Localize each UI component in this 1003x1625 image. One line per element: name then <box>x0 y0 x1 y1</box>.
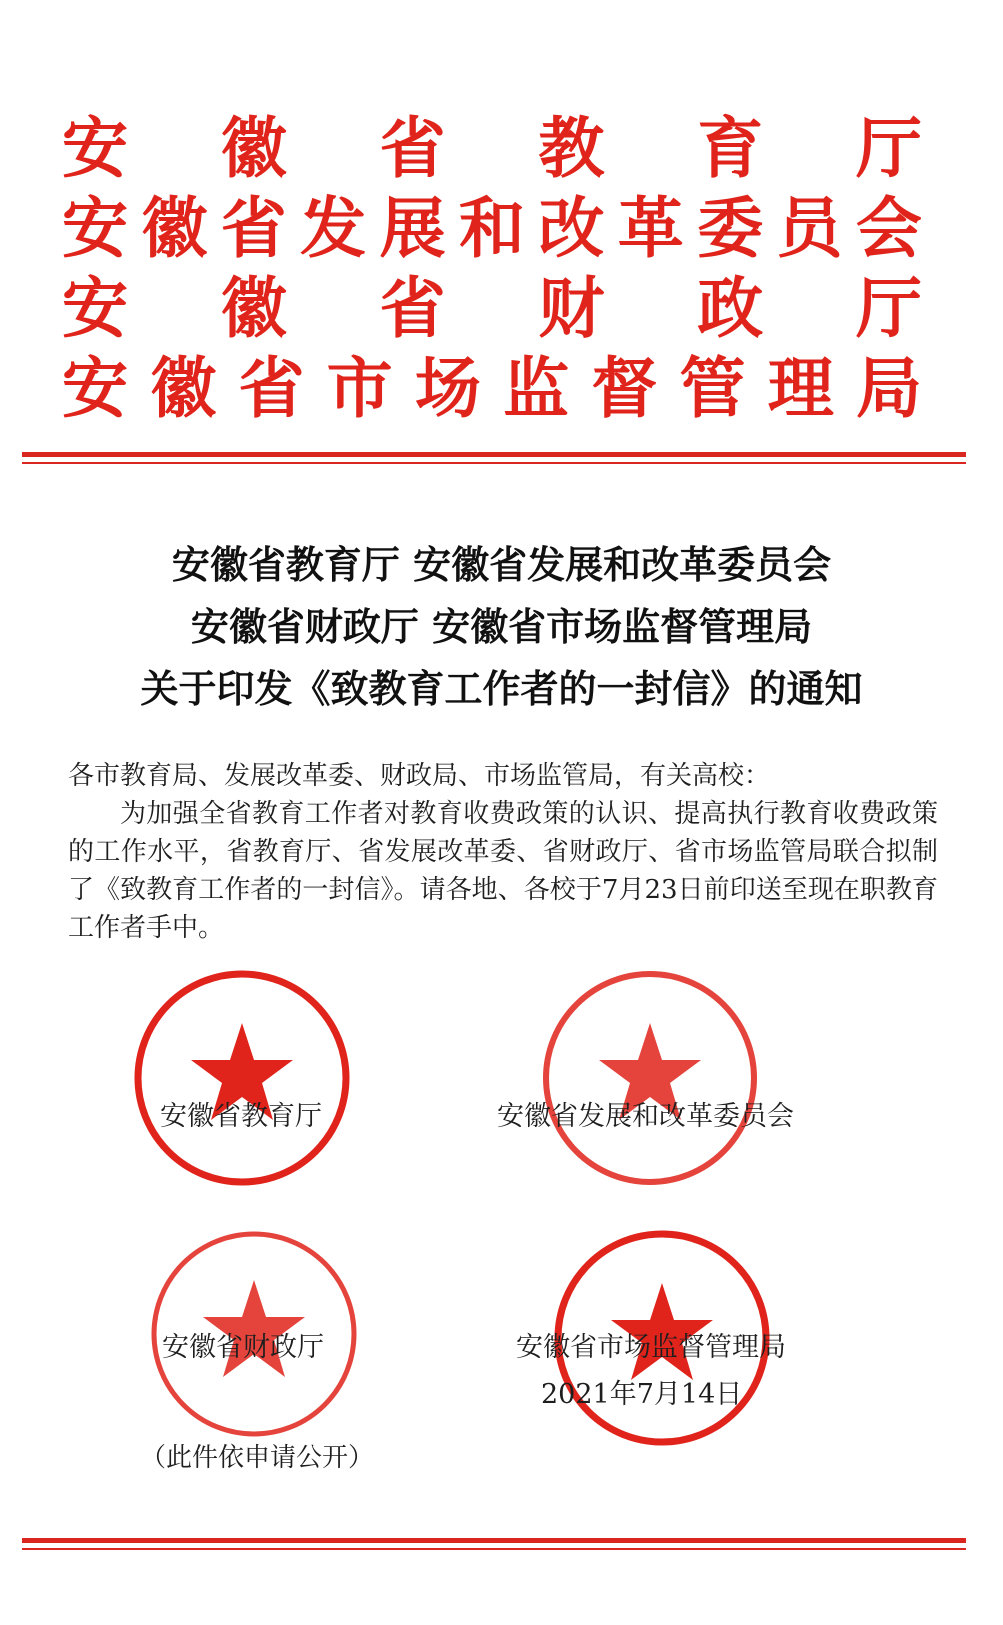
footer-rule-thick <box>22 1538 966 1543</box>
salutation: 各市教育局、发展改革委、财政局、市场监管局，有关高校： <box>68 761 771 791</box>
signature-ndrc: 安徽省发展和改革委员会 <box>497 1101 794 1132</box>
document-body <box>68 757 938 947</box>
letterhead-row-finance: 安 徽 省 财 政 厅 <box>62 269 922 347</box>
signature-date: 2021年7月14日 <box>541 1379 743 1410</box>
signature-market: 安徽省市场监督管理局 <box>516 1332 786 1363</box>
title-line-2: 安徽省财政厅 安徽省市场监督管理局 <box>190 605 813 649</box>
letterhead-row-education: 安 徽 省 教 育 厅 <box>62 109 922 187</box>
letterhead-row-ndrc: 安 徽 省 发 展 和 改 革 委 员 会 <box>62 189 922 267</box>
ndrc-seal <box>540 968 760 1188</box>
disclosure-note: （此件依申请公开） <box>140 1443 375 1473</box>
header-rule-thin <box>22 462 966 464</box>
red-letterhead <box>62 108 922 428</box>
signature-finance: 安徽省财政厅 <box>162 1332 324 1363</box>
footer-rule-thin <box>22 1548 966 1550</box>
signature-education: 安徽省教育厅 <box>160 1101 322 1132</box>
document-title <box>0 534 1003 720</box>
body-paragraph: 为加强全省教育工作者对教育收费政策的认识、提高执行教育收费政策的工作水平，省教育厅、省发展改革委、省财政厅、省市场监管局联合拟制了《致教育工作者的一封信》。请各地、各校于7月23日前印送至现在职教育工作者手中。 <box>68 799 938 943</box>
title-line-1: 安徽省教育厅 安徽省发展和改革委员会 <box>171 543 832 587</box>
education-seal <box>132 968 352 1188</box>
letterhead-row-market: 安 徽 省 市 场 监 督 管 理 局 <box>62 349 922 427</box>
title-line-3: 关于印发《致教育工作者的一封信》的通知 <box>140 667 863 711</box>
header-rule-thick <box>22 452 966 457</box>
